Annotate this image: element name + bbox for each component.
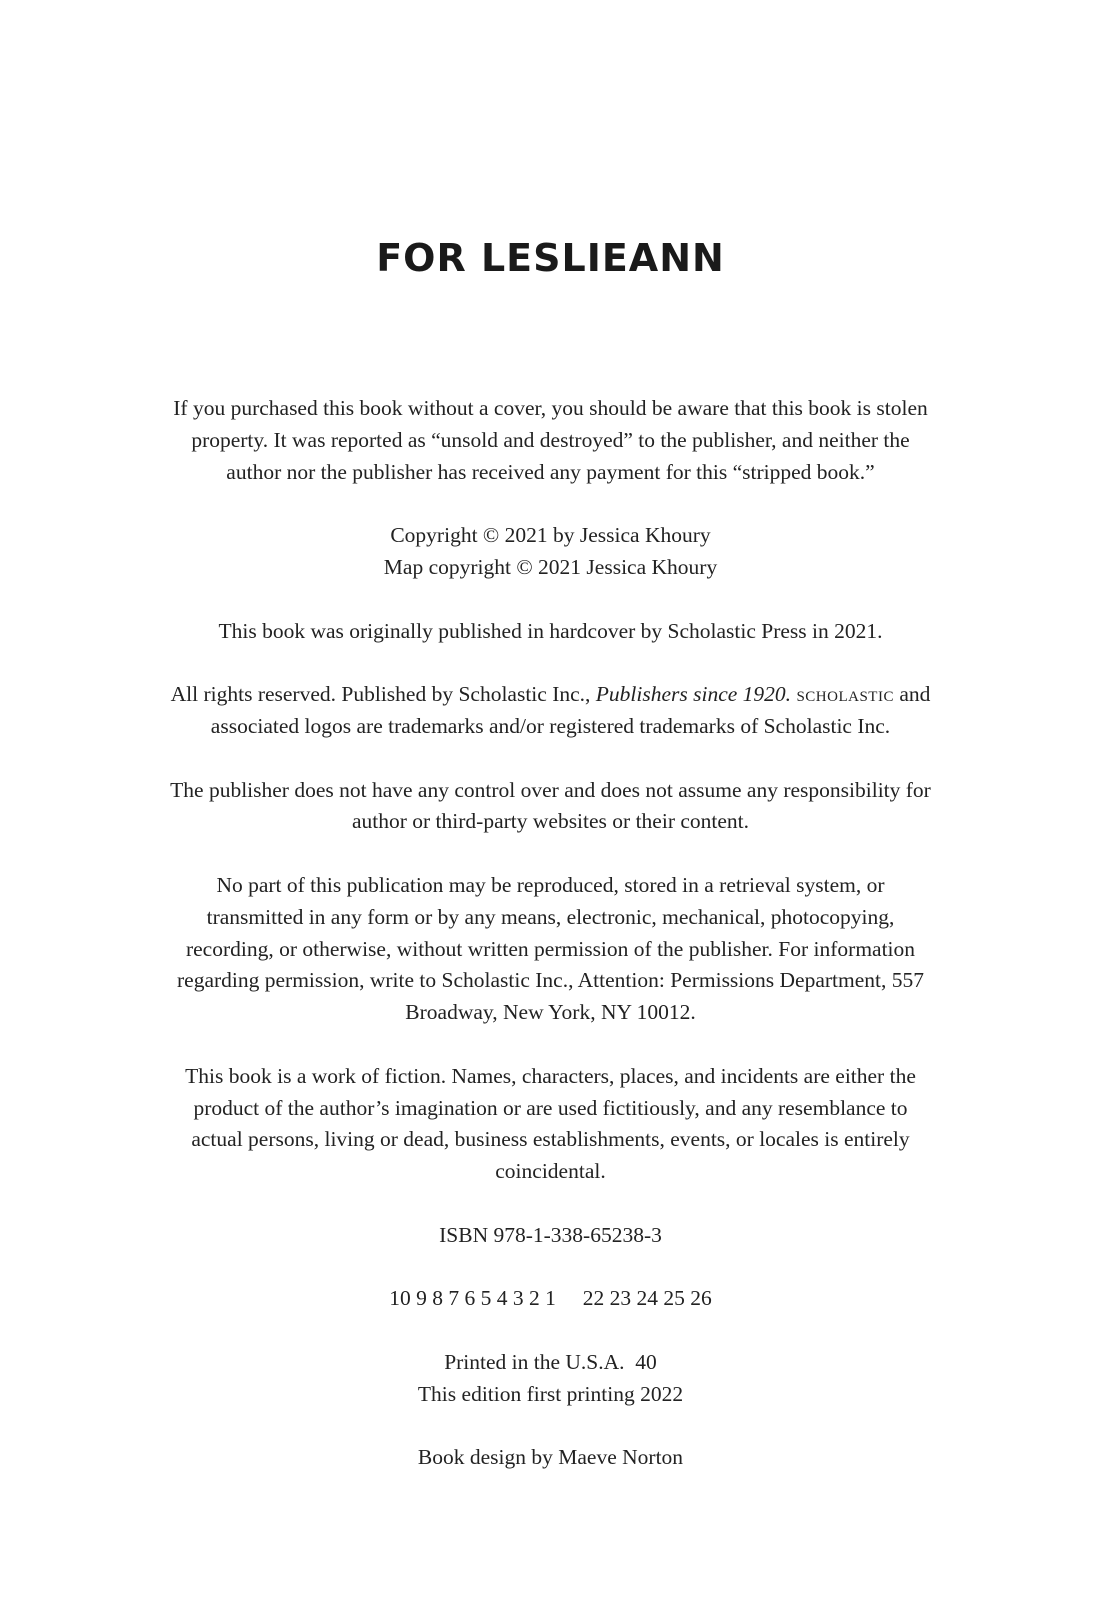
isbn bbox=[110, 1220, 991, 1252]
isbn-line: ISBN 978-1-338-65238-3 bbox=[439, 1222, 662, 1247]
permissions-line: regarding permission, write to Scholastic Inc., Attention: Permissions Department, 557 bbox=[177, 968, 924, 993]
fiction-line: actual persons, living or dead, business establishments, events, or locales is entirely bbox=[191, 1127, 910, 1152]
permissions-notice bbox=[110, 870, 991, 1029]
original-publication-line: This book was originally published in hardcover by Scholastic Press in 2021. bbox=[218, 618, 883, 643]
dedication-heading: FOR LESLIEANN bbox=[376, 236, 725, 280]
fiction-line: coincidental. bbox=[495, 1159, 606, 1184]
printed-in-line: Printed in the U.S.A. 40 bbox=[444, 1349, 657, 1374]
rights-line-2: associated logos are trademarks and/or registered trademarks of Scholastic Inc. bbox=[210, 713, 891, 738]
disclaimer-line: author or third-party websites or their content. bbox=[351, 809, 750, 834]
permissions-line: No part of this publication may be reproduced, stored in a retrieval system, or bbox=[216, 872, 885, 897]
notice-line: author nor the publisher has received any payment for this “stripped book.” bbox=[226, 459, 875, 484]
design-credit bbox=[110, 1442, 991, 1474]
disclaimer-line: The publisher does not have any control over and does not assume any responsibility for bbox=[170, 777, 931, 802]
map-copyright-line: Map copyright © 2021 Jessica Khoury bbox=[383, 554, 718, 579]
copyright-line: Copyright © 2021 by Jessica Khoury bbox=[390, 523, 711, 548]
websites-disclaimer bbox=[110, 775, 991, 839]
fiction-notice bbox=[110, 1061, 991, 1188]
fiction-line: product of the author’s imagination or are used fictitiously, and any resemblance to bbox=[193, 1095, 908, 1120]
printing-numbers: 10 9 8 7 6 5 4 3 2 1 22 23 24 25 26 bbox=[389, 1286, 712, 1311]
rights-line-1 bbox=[110, 679, 991, 711]
scholastic-trademark: scholastic bbox=[796, 682, 894, 707]
publishers-since-italic: Publishers since 1920. bbox=[595, 682, 792, 707]
notice-line: property. It was reported as “unsold and destroyed” to the publisher, and neither the bbox=[191, 427, 910, 452]
copyright-block bbox=[110, 393, 991, 1506]
stripped-book-notice bbox=[110, 393, 991, 488]
original-publication-note bbox=[110, 616, 991, 648]
printed-info bbox=[110, 1347, 991, 1411]
fiction-line: This book is a work of fiction. Names, characters, places, and incidents are either the bbox=[185, 1063, 916, 1088]
edition-line: This edition first printing 2022 bbox=[417, 1381, 684, 1406]
permissions-line: recording, or otherwise, without written permission of the publisher. For information bbox=[185, 936, 916, 961]
rights-statement bbox=[110, 679, 991, 743]
permissions-line: transmitted in any form or by any means, electronic, mechanical, photocopying, bbox=[206, 904, 895, 929]
rights-prefix: All rights reserved. Published by Scholastic Inc., bbox=[170, 682, 596, 707]
rights-suffix: and bbox=[893, 682, 931, 707]
notice-line: If you purchased this book without a cover, you should be aware that this book is stolen bbox=[173, 396, 928, 420]
printing-line bbox=[110, 1283, 991, 1315]
permissions-line: Broadway, New York, NY 10012. bbox=[405, 1000, 696, 1025]
copyright-notice bbox=[110, 520, 991, 584]
design-credit-line: Book design by Maeve Norton bbox=[417, 1445, 684, 1470]
